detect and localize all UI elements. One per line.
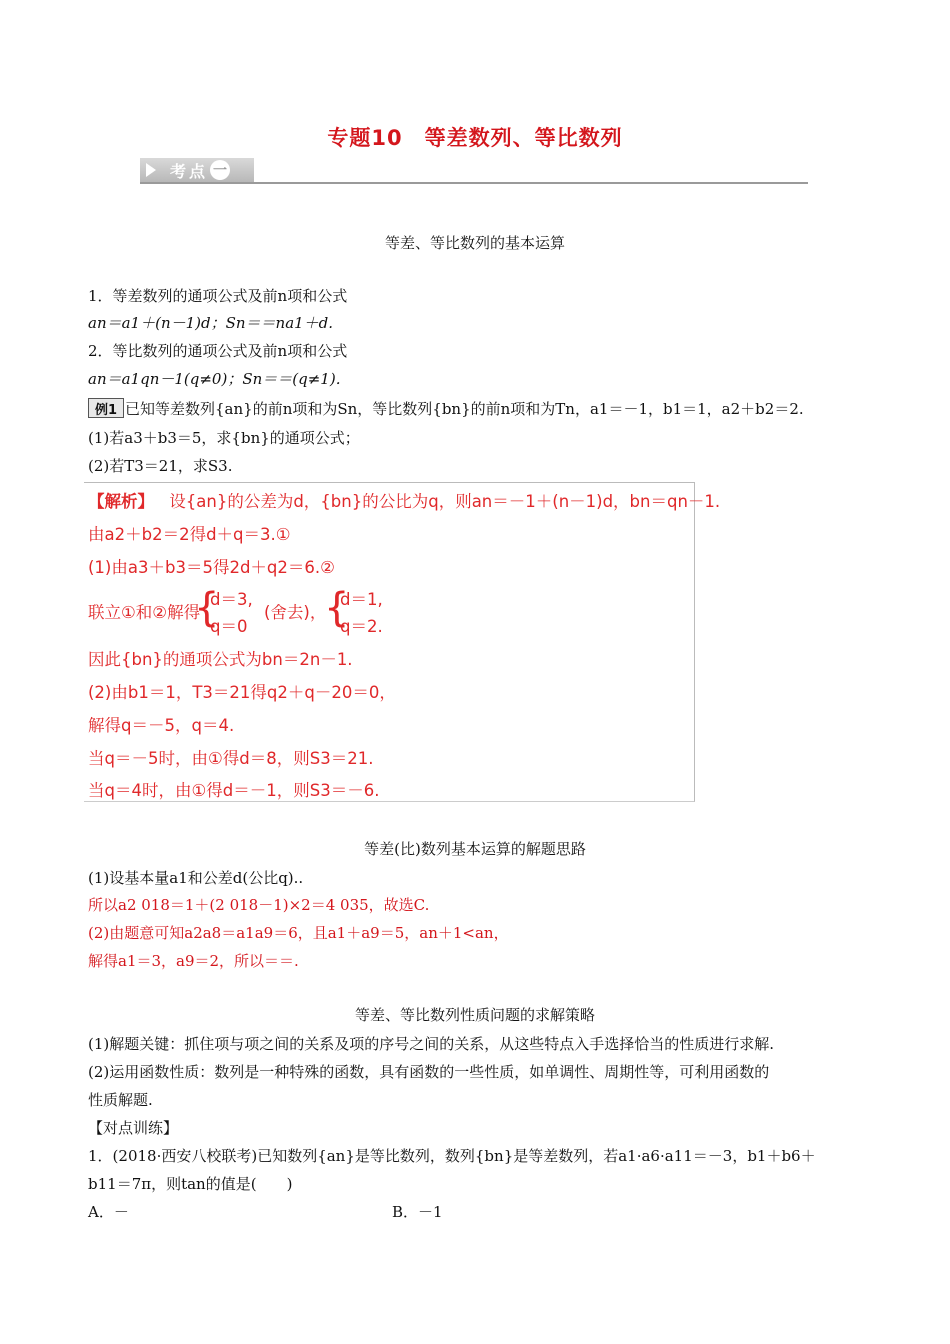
solution-line-2: 由a2＋b2＝2得d＋q＝3.①: [88, 525, 291, 544]
section1-heading: 等差、等比数列的基本运算: [384, 234, 565, 252]
arith-formula-title: 1．等差数列的通项公式及前n项和公式: [88, 287, 348, 305]
solution-line-1: 【解析】 设{an}的公差为d，{bn}的公比为q，则an＝－1＋(n－1)d，bn＝qn－1.: [88, 492, 721, 511]
solution-line-4-a: 联立①和②解得: [88, 603, 201, 622]
example-badge: 例1: [88, 398, 124, 418]
solution-tag: 【解析】: [88, 492, 154, 511]
solution-system: [192, 586, 392, 636]
section-tag: [140, 158, 254, 182]
solution-line-8: 当q＝－5时，由①得d＝8，则S3＝21.: [88, 749, 374, 768]
system1-top: d＝3,: [210, 590, 253, 609]
geo-formula: an＝a1qn－1(q≠0)；Sn＝＝(q≠1)．: [88, 370, 351, 388]
section3-line-3: 性质解题.: [88, 1091, 153, 1109]
section2-line-1: (1)设基本量a1和公差d(公比q)..: [88, 869, 304, 887]
tag-number: 一: [210, 160, 230, 180]
option-a: A．－: [88, 1203, 129, 1221]
practice-heading: 【对点训练】: [88, 1119, 179, 1137]
page-title: 专题10 等差数列、等比数列: [327, 126, 623, 150]
example-q2: (2)若T3＝21，求S3.: [88, 457, 233, 475]
left-brace-icon-2: {: [324, 585, 350, 631]
solution-line-5: 因此{bn}的通项公式为bn＝2n－1.: [88, 650, 353, 669]
system1-note: (舍去)，: [264, 603, 327, 622]
solution-line-6: (2)由b1＝1，T3＝21得q2＋q－20＝0，: [88, 683, 396, 702]
left-brace-icon: {: [194, 585, 220, 631]
system2-top: d＝1,: [340, 590, 383, 609]
practice-q1-line-1: 1．(2018·西安八校联考)已知数列{an}是等比数列，数列{bn}是等差数列，若a1·a6·a11＝－3，b1＋b6＋: [88, 1147, 816, 1165]
section2-line-4: 解得a1＝3，a9＝2，所以＝＝.: [88, 952, 299, 970]
solution-line-3: (1)由a3＋b3＝5得2d＋q2＝6.②: [88, 558, 335, 577]
section-tag-bar: [140, 158, 808, 184]
section2-line-3: (2)由题意可知a2a8＝a1a9＝6，且a1＋a9＝5，an＋1<an，: [88, 924, 509, 942]
section3-line-2: (2)运用函数性质：数列是一种特殊的函数，具有函数的一些性质，如单调性、周期性等，可利用函数的: [88, 1063, 770, 1081]
example-q1: (1)若a3＋b3＝5，求{bn}的通项公式；: [88, 429, 360, 447]
arith-formula: an＝a1＋(n－1)d；Sn＝＝na1＋d.: [88, 314, 334, 332]
example-stem: 已知等差数列{an}的前n项和为Sn，等比数列{bn}的前n项和为Tn，a1＝－1，b1＝1，a2＋b2＝2.: [125, 400, 804, 418]
practice-q1-line-2: b11＝7π，则tan的值是( ): [88, 1175, 293, 1193]
tag-label: 考点: [170, 161, 209, 181]
section2-heading: 等差(比)数列基本运算的解题思路: [364, 840, 586, 858]
geo-formula-title: 2．等比数列的通项公式及前n项和公式: [88, 342, 348, 360]
section2-line-2: 所以a2 018＝1＋(2 018－1)×2＝4 035，故选C.: [88, 896, 430, 914]
solution-line-7: 解得q＝－5，q＝4.: [88, 716, 235, 735]
section3-heading: 等差、等比数列性质问题的求解策略: [354, 1006, 595, 1024]
play-arrow-icon: [146, 163, 156, 177]
system1-bottom: q＝0: [210, 617, 248, 636]
system2-bottom: q＝2.: [340, 617, 383, 636]
section3-line-1: (1)解题关键：抓住项与项之间的关系及项的序号之间的关系，从这些特点入手选择恰当的性质进行求解.: [88, 1035, 775, 1053]
option-b: B．－1: [392, 1203, 443, 1221]
solution-line-9: 当q＝4时，由①得d＝－1，则S3＝－6.: [88, 781, 380, 800]
